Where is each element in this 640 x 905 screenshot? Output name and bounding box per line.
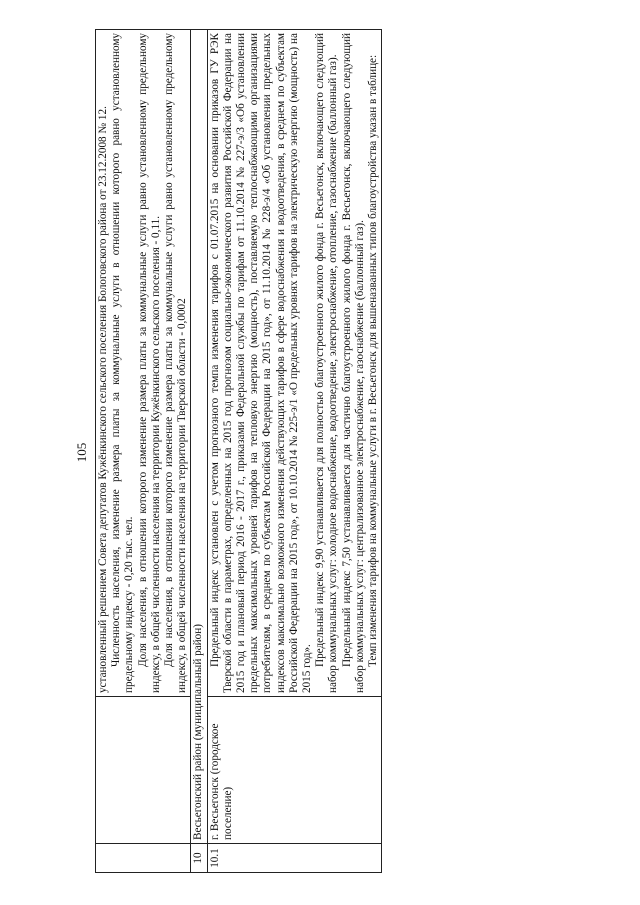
- paragraph: Предельный индекс установлен с учетом прогнозного темпа изменения тарифов с 01.07.2015 на основании приказов ГУ РЭК Тверской области в параметрах, определенных на 2015 год прогнозом социально-экономического развития Российской Федерации на 2015 год и плановый период 2016 - 2017 г., приказами Федеральной службы по тарифам от 11.10.2014 № 227-э/3 «Об установлении предельных максимальных уровней тарифов на тепловую энергию (мощность), поставляемую теплоснабжающими организациями потребителям, в среднем по субъектам Российской Федерации на 2015 год», от 11.10.2014 № 228-э/4 «Об установлении предельных индексов максимально возможного изменения действующих тарифов в сфере водоснабжения и водоотведения, в среднем по субъектам Российской Федерации на 2015 год», от 10.10.2014 № 225-э/1 «О предельных уровнях тарифов на электрическую энергию (мощность) на 2015 год».: [208, 33, 314, 693]
- paragraph: Темп изменения тарифов на коммунальные услуги в г. Весьегонск для вышеназванных типов благоустройства указан в таблице:: [367, 54, 380, 667]
- paragraph: установленный решением Совета депутатов Кужёнкинского сельского поселения Бологовского района от 23.12.2008 № 12.: [97, 106, 109, 693]
- cell-description: [207, 30, 382, 697]
- page-number: 105: [74, 442, 89, 463]
- cell-name-empty: [96, 697, 191, 844]
- paragraph: Доля населения, в отношении которого изменение размера платы за коммунальные услуги равно установленному предельному индексу, в общей численности населения на территории Кужёнкинского сельского поселения - 0,11.: [136, 33, 162, 693]
- section-title: Весьегонский район (муниципальный район): [191, 30, 207, 844]
- table-row-section: [191, 30, 207, 873]
- paragraph: Численность населения, изменение размера платы за коммунальные услуги в отношении которого равно установленному предельному индексу - 0,20 тыс. чел.: [110, 33, 136, 693]
- paragraph: Предельный индекс 7,50 устанавливается для частично благоустроенного жилого фонда г. Весьегонск, включающего следующий набор коммунальных услуг: централизованное электроснабжение, газоснабжение (баллонный газ).: [340, 33, 366, 693]
- row-number: 10.1: [207, 844, 382, 873]
- table-row-continuation: [96, 30, 191, 873]
- cell-description-continuation: [96, 30, 191, 697]
- table-row-municipality: [207, 30, 382, 873]
- row-number: 10: [191, 844, 207, 873]
- paragraph: Доля населения, в отношении которого изменение размера платы за коммунальные услуги равно установленному предельному индексу, в общей численности населения на территории Тверской области - 0,0002: [163, 33, 189, 693]
- cell-number-empty: [96, 844, 191, 873]
- paragraph: Предельный индекс 9,90 устанавливается для полностью благоустроенного жилого фонда г. Весьегонск, включающего следующий набор коммунальных услуг: холодное водоснабжение, водоотведение, электроснабжение, отопление, газоснабжение (баллонный газ).: [314, 33, 340, 693]
- municipality-name: г. Весьегонск (городское поселение): [207, 697, 382, 844]
- indices-table: [95, 29, 382, 873]
